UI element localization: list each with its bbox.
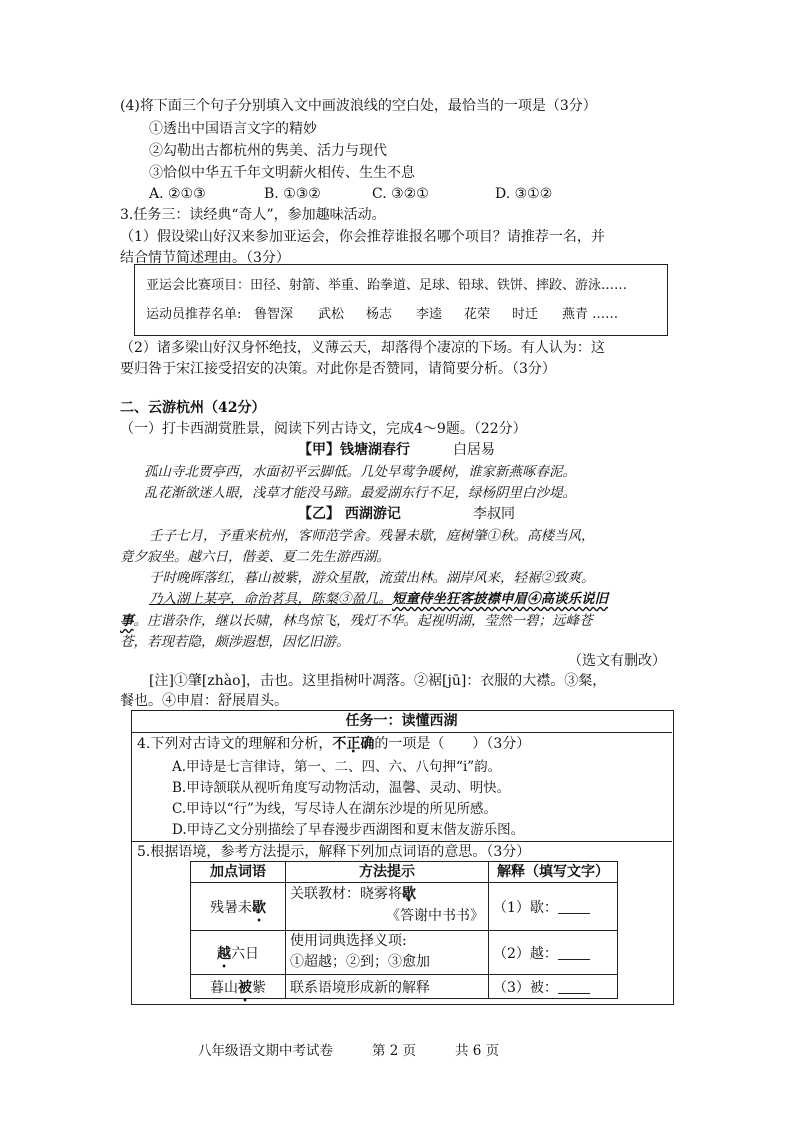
wavy-sentence: 短童侍坐狂客披襟申眉④高谈乐说旧 <box>392 591 608 607</box>
r2-word-b: 六日 <box>231 945 259 962</box>
r2-word-dot: 越 <box>217 945 231 962</box>
r3-hint: 联系语境形成新的解释 <box>286 975 489 999</box>
q4-option-c: C. ③②① <box>372 186 429 202</box>
r3-answer <box>489 975 618 999</box>
task3-q1-line1: （1）假设梁山好汉来参加亚运会，你会推荐谁报名哪个项目？请推荐一名，并 <box>120 229 605 245</box>
r1-hint <box>286 883 489 931</box>
q4-not-correct: 不正确 <box>332 736 375 752</box>
q4-opt-d: D.甲诗乙文分别描绘了早春漫步西湖图和夏末偕友游乐图。 <box>172 822 525 838</box>
q4-opt-a: A.甲诗是七言律诗，第一、二、四、六、八句押“i”韵。 <box>172 759 502 775</box>
wavy-sentence-end: 事 <box>120 613 134 629</box>
col-answer: 解释（填写文字） <box>489 862 618 883</box>
r1-hint-src: 《答谢中书书》 <box>386 908 484 924</box>
r1-word-dot: 歇 <box>252 899 266 916</box>
prose-p1-line2: 竟夕寂坐。越六日，偕姜、夏二先生游西湖。 <box>120 549 390 565</box>
q4-option-b: B. ①③② <box>264 186 321 202</box>
task3-q2-line1: （2）诸多梁山好汉身怀绝技，义薄云天，却落得个凄凉的下场。有人认为：这 <box>120 340 605 356</box>
r3-word-c: 紫 <box>252 979 266 996</box>
prose-title: 【乙】 西湖游记 <box>298 506 401 522</box>
asian-games-box <box>134 264 668 336</box>
r3-word-a: 暮山 <box>210 979 238 996</box>
r1-answer <box>489 883 618 931</box>
r2-hint <box>286 931 489 975</box>
r2-hint-1: 使用词典选择义项: <box>290 933 407 949</box>
athlete-hua-rong: 花荣 <box>464 307 491 322</box>
athlete-label: 运动员推荐名单: <box>146 307 242 322</box>
r1-hint-dot: 歇 <box>402 886 416 902</box>
prose-p3-line2 <box>120 611 593 631</box>
poem-line1: 孤山寺北贾亭西，水面初平云脚低。几处早莺争暖树，谁家新燕啄春泥。 <box>144 464 576 480</box>
r2-answer-label: （2）越： <box>493 945 558 962</box>
poem-line2: 乱花渐欲迷人眼，浅草才能没马蹄。最爱湖东行不足，绿杨阴里白沙堤。 <box>144 485 576 501</box>
footer-exam-name: 八年级语文期中考试卷 <box>198 1043 333 1059</box>
task1-title: 任务一：读懂西湖 <box>131 710 672 733</box>
prose-author: 李叔同 <box>473 506 515 522</box>
q4-sentence-3: ③恰似中华五千年文明薪火相传、生生不息 <box>149 165 415 181</box>
poem-title: 【甲】钱塘湖春行 <box>298 442 410 458</box>
r1-hint-a: 关联教材：晓雾将 <box>290 886 402 902</box>
athlete-shi-qian: 时迁 <box>512 307 539 322</box>
q5-stem: 5.根据语境，参考方法提示，解释下列加点词语的意思。（3分） <box>137 844 531 860</box>
athlete-lu-zhishen: 鲁智深 <box>254 307 294 322</box>
note-line2: 餐也。④申眉：舒展眉头。 <box>120 693 288 709</box>
task3-q1-line2: 结合情节简述理由。（3分） <box>120 250 290 266</box>
source-note: （选文有删改） <box>568 653 666 669</box>
poem-author: 白居易 <box>453 442 495 458</box>
r3-word <box>191 975 286 999</box>
prose-p1-line1: 壬子七月，予重来杭州，客师范学舍。残暑未歇，庭树肇①秋。高楼当风， <box>149 528 595 544</box>
prose-p2: 于时晚晖落红，暮山被紫，游众星散，流萤出林。湖岸风来，轻裾②致爽。 <box>149 570 595 586</box>
footer-page: 第 2 页 <box>372 1043 417 1059</box>
r3-answer-blank[interactable] <box>558 979 590 994</box>
r2-hint-2: ①超越；②到；③愈加 <box>290 954 430 970</box>
r1-word <box>191 883 286 931</box>
athlete-yang-zhi: 杨志 <box>366 307 393 322</box>
r2-answer-blank[interactable] <box>558 945 590 960</box>
underlined-sentence: 乃入湖上某亭，命治茗具，陈粲③盈几。 <box>149 591 392 607</box>
q4-opt-b: B.甲诗颔联从视听角度写动物活动，温馨、灵动、明快。 <box>172 780 511 796</box>
r1-word-a: 残暑未 <box>210 899 252 916</box>
r3-answer-label: （3）被： <box>493 979 558 996</box>
col-hint: 方法提示 <box>286 862 489 883</box>
q4-new-stem <box>137 734 530 754</box>
q4-opt-c: C.甲诗以“行”为线，写尽诗人在湖东沙堤的所见所感。 <box>172 801 497 817</box>
r2-answer <box>489 931 618 975</box>
prose-p3-line1 <box>149 589 608 609</box>
r1-answer-blank[interactable] <box>558 899 590 914</box>
prose-p3-rest: 。庄谐杂作，继以长啸，林鸟惊飞，残灯不华。起视明湖，莹然一碧；远峰苍 <box>133 613 593 629</box>
athlete-yan-qing: 燕青 …… <box>562 307 619 322</box>
q4-option-d: D. ③①② <box>495 186 553 202</box>
r3-word-dot: 被 <box>238 979 252 996</box>
athlete-li-kui: 李逵 <box>416 307 443 322</box>
r2-word <box>191 931 286 975</box>
note-line1: [注]①肇[zhào]，击也。这里指树叶凋落。②裾[jū]：衣服的大襟。③粲， <box>149 673 607 689</box>
q4-option-a: A. ②①③ <box>149 186 206 202</box>
q4-stem: (4)将下面三个句子分别填入文中画波浪线的空白处，最恰当的一项是（3分） <box>120 98 597 114</box>
q4-stem-c: 的一项是（ ）（3分） <box>374 736 531 752</box>
footer-total: 共 6 页 <box>455 1043 500 1059</box>
task3-q2-line2: 要归咎于宋江接受招安的决策。对此你是否赞同，请简要分析。（3分） <box>120 361 556 377</box>
prose-p3-line3: 苍，若现若隐，颇涉遐想，因忆旧游。 <box>120 634 350 650</box>
r1-answer-label: （1）歇： <box>493 899 558 916</box>
q4-sentence-2: ②勾勒出古都杭州的隽美、活力与现代 <box>149 143 387 159</box>
col-word: 加点词语 <box>191 862 286 883</box>
q4-stem-a: 4.下列对古诗文的理解和分析， <box>137 736 333 752</box>
q5-table <box>190 861 618 999</box>
section2-heading: 二、云游杭州（42分） <box>120 400 266 416</box>
q4-sentence-1: ①透出中国语言文字的精妙 <box>149 121 317 137</box>
task3-title: 3.任务三：读经典“奇人”，参加趣味活动。 <box>120 207 386 223</box>
section2-sub: （一）打卡西湖赏胜景，阅读下列古诗文，完成4～9题。（22分） <box>120 421 527 437</box>
events-list: 亚运会比赛项目：田径、射箭、举重、跆拳道、足球、铅球、铁饼、摔跤、游泳…… <box>146 278 628 293</box>
athlete-wu-song: 武松 <box>318 307 345 322</box>
